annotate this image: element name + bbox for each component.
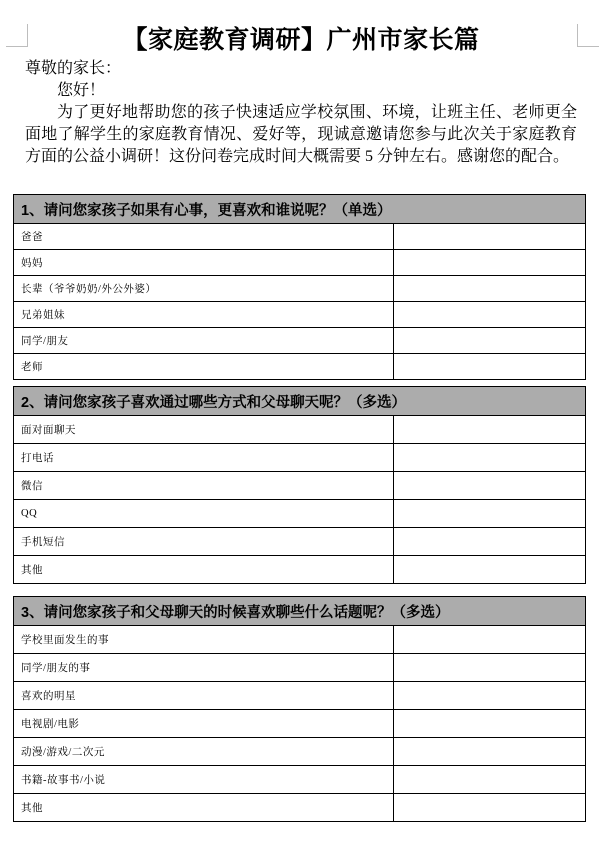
option-row: [14, 416, 586, 444]
option-label: 打电话: [14, 444, 394, 472]
question-table: [13, 596, 586, 822]
answer-cell[interactable]: [394, 302, 586, 328]
option-row: [14, 500, 586, 528]
option-label: 微信: [14, 472, 394, 500]
margin-crop-mark-top-left-icon: [6, 24, 28, 47]
question-header-row: [14, 195, 586, 224]
option-label: 书籍-故事书/小说: [14, 766, 394, 794]
question-heading: 1、请问您家孩子如果有心事，更喜欢和谁说呢？（单选）: [14, 195, 586, 224]
option-label: 电视剧/电影: [14, 710, 394, 738]
option-row: [14, 528, 586, 556]
option-label: 动漫/游戏/二次元: [14, 738, 394, 766]
option-row: [14, 794, 586, 822]
answer-cell[interactable]: [394, 250, 586, 276]
option-row: [14, 250, 586, 276]
option-row: [14, 682, 586, 710]
option-label: 爸爸: [14, 224, 394, 250]
option-label: 手机短信: [14, 528, 394, 556]
option-label: 长辈（爷爷奶奶/外公外婆）: [14, 276, 394, 302]
option-row: [14, 738, 586, 766]
option-label: QQ: [14, 500, 394, 528]
answer-cell[interactable]: [394, 528, 586, 556]
option-label: 喜欢的明星: [14, 682, 394, 710]
option-row: [14, 710, 586, 738]
option-row: [14, 224, 586, 250]
option-row: [14, 472, 586, 500]
answer-cell[interactable]: [394, 444, 586, 472]
answer-cell[interactable]: [394, 626, 586, 654]
answer-cell[interactable]: [394, 354, 586, 380]
answer-cell[interactable]: [394, 472, 586, 500]
answer-cell[interactable]: [394, 416, 586, 444]
question-heading: 3、请问您家孩子和父母聊天的时候喜欢聊些什么话题呢？（多选）: [14, 597, 586, 626]
option-label: 其他: [14, 794, 394, 822]
answer-cell[interactable]: [394, 738, 586, 766]
answer-cell[interactable]: [394, 710, 586, 738]
option-label: 学校里面发生的事: [14, 626, 394, 654]
option-label: 同学/朋友的事: [14, 654, 394, 682]
option-row: [14, 556, 586, 584]
margin-crop-mark-top-right-icon: [577, 24, 599, 47]
questions: [13, 194, 585, 822]
option-row: [14, 302, 586, 328]
greeting-line: 尊敬的家长：: [25, 60, 122, 77]
salutation-line: 您好！: [57, 82, 106, 99]
answer-cell[interactable]: [394, 654, 586, 682]
option-row: [14, 766, 586, 794]
option-row: [14, 276, 586, 302]
option-label: 同学/朋友: [14, 328, 394, 354]
question-table: [13, 194, 586, 380]
answer-cell[interactable]: [394, 766, 586, 794]
answer-cell[interactable]: [394, 500, 586, 528]
option-label: 其他: [14, 556, 394, 584]
question-heading: 2、请问您家孩子喜欢通过哪些方式和父母聊天呢？（多选）: [14, 387, 586, 416]
intro-section: [25, 58, 577, 168]
answer-cell[interactable]: [394, 276, 586, 302]
question-header-row: [14, 597, 586, 626]
option-row: [14, 626, 586, 654]
intro-paragraph: 为了更好地帮助您的孩子快速适应学校氛围、环境，让班主任、老师更全面地了解学生的家庭教育情况、爱好等，现诚意邀请您参与此次关于家庭教育方面的公益小调研！这份问卷完成时间大概需要 5 分钟左右。感谢您的配合。: [25, 104, 577, 165]
option-label: 妈妈: [14, 250, 394, 276]
answer-cell[interactable]: [394, 224, 586, 250]
question-header-row: [14, 387, 586, 416]
answer-cell[interactable]: [394, 794, 586, 822]
answer-cell[interactable]: [394, 556, 586, 584]
option-label: 老师: [14, 354, 394, 380]
option-label: 面对面聊天: [14, 416, 394, 444]
option-row: [14, 354, 586, 380]
page-title: 【家庭教育调研】广州市家长篇: [122, 27, 480, 54]
question-table: [13, 386, 586, 584]
option-label: 兄弟姐妹: [14, 302, 394, 328]
answer-cell[interactable]: [394, 682, 586, 710]
answer-cell[interactable]: [394, 328, 586, 354]
document-page: [0, 24, 602, 867]
option-row: [14, 444, 586, 472]
option-row: [14, 328, 586, 354]
option-row: [14, 654, 586, 682]
